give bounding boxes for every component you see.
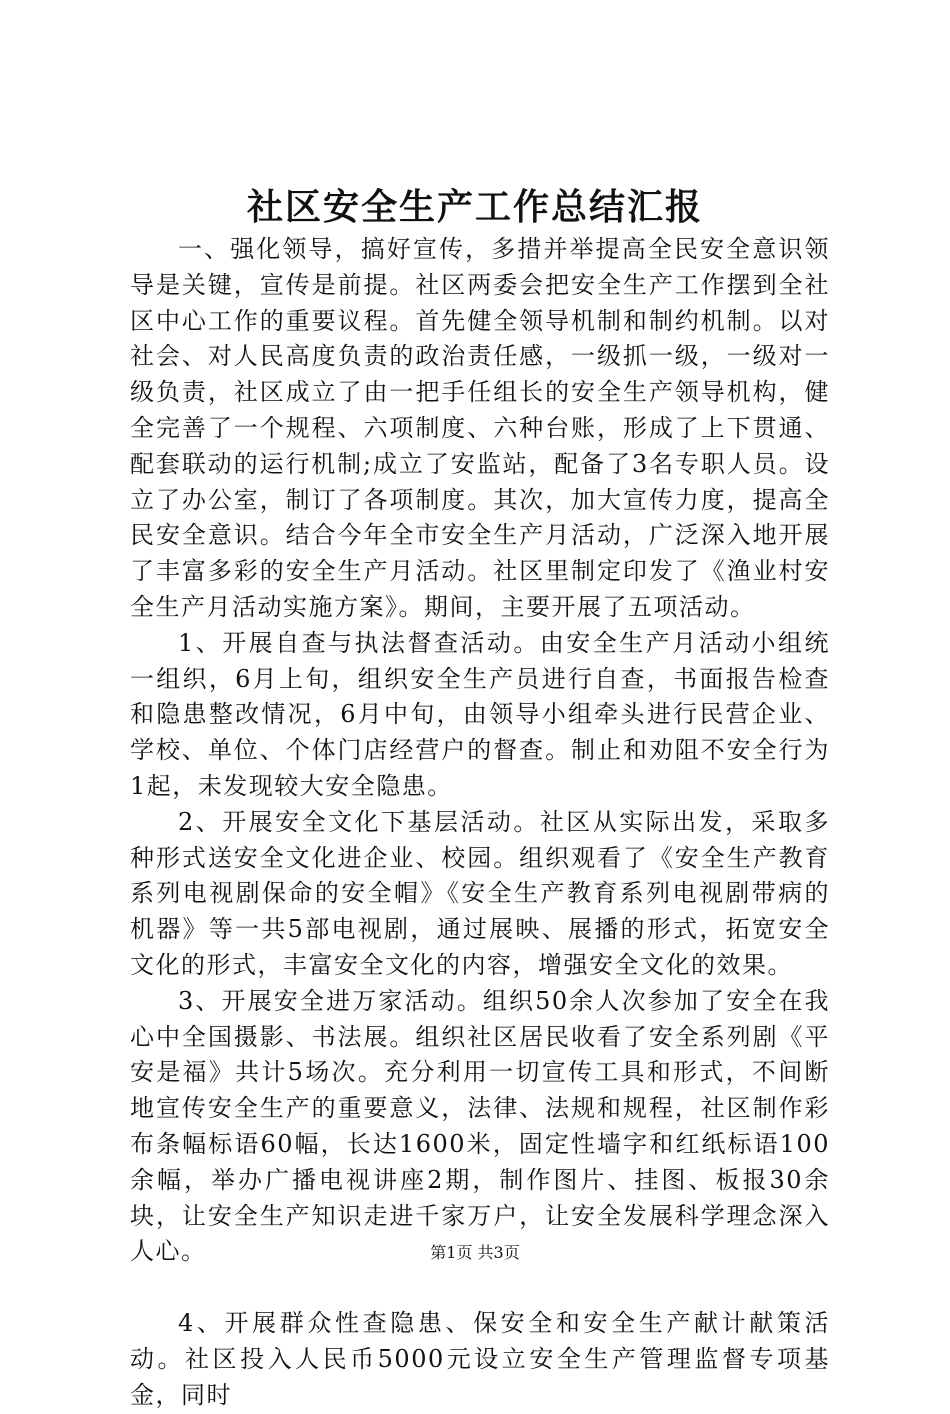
paragraph-activity-4: 4、开展群众性查隐患、保安全和安全生产献计献策活动。社区投入人民币5000元设立安全生产管理监督专项基金，同时 xyxy=(130,1309,830,1409)
page-number-footer: 第1页 共3页 xyxy=(430,1243,520,1262)
document-title: 社区安全生产工作总结汇报 xyxy=(246,186,703,228)
paragraph-activity-2: 2、开展安全文化下基层活动。社区从实际出发，采取多种形式送安全文化进企业、校园。组织观看了《安全生产教育系列电视剧保命的安全帽》《安全生产教育系列电视剧带病的机器》等一共5部电视剧，通过展映、展播的形式，拓宽安全文化的形式，丰富安全文化的内容，增强安全文化的效果。 xyxy=(130,807,830,979)
paragraph-activity-1: 1、开展自查与执法督查活动。由安全生产月活动小组统一组织，6月上旬，组织安全生产员进行自查，书面报告检查和隐患整改情况，6月中旬，由领导小组牵头进行民营企业、学校、单位、个体门店经营户的督查。制止和劝阻不安全行为1起，未发现较大安全隐患。 xyxy=(130,628,830,800)
paragraph-intro: 一、强化领导，搞好宣传，多措并举提高全民安全意识领导是关键，宣传是前提。社区两委会把安全生产工作摆到全社区中心工作的重要议程。首先健全领导机制和制约机制。以对社会、对人民高度负责的政治责任感，一级抓一级，一级对一级负责，社区成立了由一把手任组长的安全生产领导机构，健全完善了一个规程、六项制度、六种台账，形成了上下贯通、配套联动的运行机制;成立了安监站，配备了3名专职人员。设立了办公室，制订了各项制度。其次，加大宣传力度，提高全民安全意识。结合今年全市安全生产月活动，广泛深入地开展了丰富多彩的安全生产月活动。社区里制定印发了《渔业村安全生产月活动实施方案》。期间，主要开展了五项活动。 xyxy=(130,235,830,621)
document-body xyxy=(130,232,830,1414)
paragraph-activity-3: 3、开展安全进万家活动。组织50余人次参加了安全在我心中全国摄影、书法展。组织社区居民收看了安全系列剧《平安是福》共计5场次。充分利用一切宣传工具和形式，不间断地宣传安全生产的重要意义，法律、法规和规程，社区制作彩布条幅标语60幅，长达1600米，固定性墙字和红纸标语100余幅，举办广播电视讲座2期，制作图片、挂图、板报30余块，让安全生产知识走进千家万户，让安全发展科学理念深入人心。 xyxy=(130,986,830,1266)
